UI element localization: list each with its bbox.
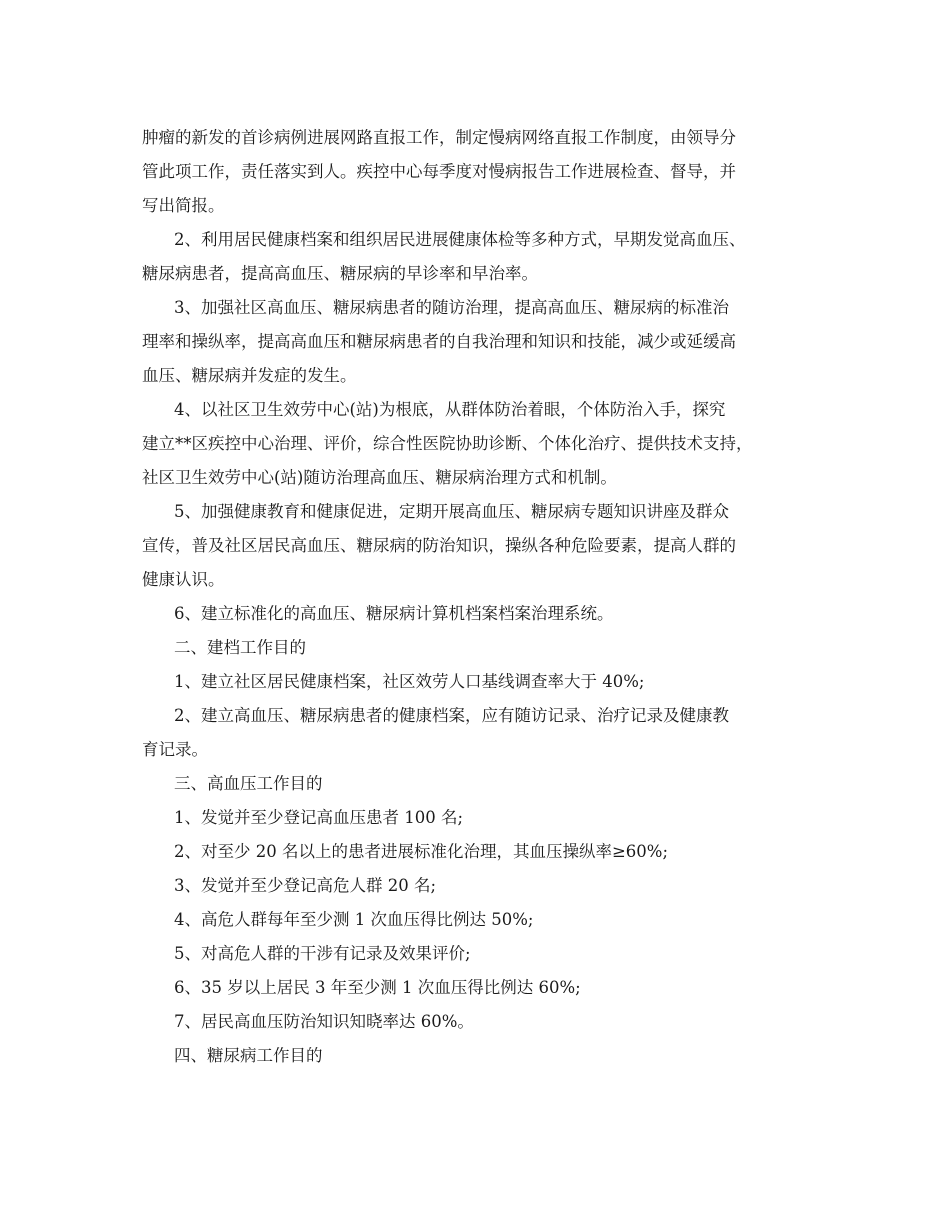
text-line: 5、对高危人群的干涉有记录及效果评价; [174, 944, 471, 963]
text-line: 4、以社区卫生效劳中心(站)为根底，从群体防治着眼，个体防治入手，探究 [174, 400, 726, 419]
text-line: 理率和操纵率，提高高血压和糖尿病患者的自我治理和知识和技能，减少或延缓高 [142, 332, 736, 351]
paragraph [142, 937, 822, 971]
paragraph [142, 393, 822, 495]
text-line: 四、糖尿病工作目的 [174, 1046, 323, 1065]
text-line: 3、发觉并至少登记高危人群 20 名; [174, 876, 437, 895]
text-line: 管此项工作，责任落实到人。疾控中心每季度对慢病报告工作进展检查、督导，并 [142, 162, 736, 181]
text-line: 血压、糖尿病并发症的发生。 [142, 366, 357, 385]
text-line: 2、对至少 20 名以上的患者进展标准化治理，其血压操纵率≥60%; [174, 842, 669, 861]
paragraph [142, 699, 822, 767]
paragraph [142, 767, 822, 801]
paragraph [142, 121, 822, 223]
text-line: 肿瘤的新发的首诊病例进展网路直报工作，制定慢病网络直报工作制度，由领导分 [142, 128, 736, 147]
text-line: 健康认识。 [142, 570, 225, 589]
text-line: 育记录。 [142, 740, 208, 759]
text-line: 写出简报。 [142, 196, 225, 215]
text-line: 6、建立标准化的高血压、糖尿病计算机档案档案治理系统。 [174, 604, 614, 623]
text-line: 7、居民高血压防治知识知晓率达 60%。 [174, 1012, 474, 1031]
text-line: 糖尿病患者，提高高血压、糖尿病的早诊率和早治率。 [142, 264, 538, 283]
text-line: 2、建立高血压、糖尿病患者的健康档案，应有随访记录、治疗记录及健康教 [174, 706, 729, 725]
text-line: 建立**区疾控中心治理、评价，综合性医院协助诊断、个体化治疗、提供技术支持， [142, 434, 753, 453]
paragraph [142, 1039, 822, 1073]
text-line: 1、发觉并至少登记高血压患者 100 名; [174, 808, 464, 827]
paragraph [142, 903, 822, 937]
text-line: 三、高血压工作目的 [174, 774, 323, 793]
paragraph [142, 291, 822, 393]
paragraph [142, 971, 822, 1005]
text-line: 3、加强社区高血压、糖尿病患者的随访治理，提高高血压、糖尿病的标准治 [174, 298, 729, 317]
paragraph [142, 801, 822, 835]
paragraph [142, 665, 822, 699]
paragraph [142, 1005, 822, 1039]
paragraph [142, 597, 822, 631]
paragraph [142, 869, 822, 903]
paragraph [142, 495, 822, 597]
document-body [142, 121, 822, 1073]
text-line: 1、建立社区居民健康档案，社区效劳人口基线调查率大于 40%; [174, 672, 645, 691]
paragraph [142, 835, 822, 869]
text-line: 社区卫生效劳中心(站)随访治理高血压、糖尿病治理方式和机制。 [142, 468, 617, 487]
paragraph [142, 631, 822, 665]
paragraph [142, 223, 822, 291]
text-line: 宣传，普及社区居民高血压、糖尿病的防治知识，操纵各种危险要素，提高人群的 [142, 536, 736, 555]
text-line: 5、加强健康教育和健康促进，定期开展高血压、糖尿病专题知识讲座及群众 [174, 502, 729, 521]
text-line: 二、建档工作目的 [174, 638, 306, 657]
text-line: 4、高危人群每年至少测 1 次血压得比例达 50%; [174, 910, 534, 929]
text-line: 2、利用居民健康档案和组织居民进展健康体检等多种方式，早期发觉高血压、 [174, 230, 746, 249]
text-line: 6、35 岁以上居民 3 年至少测 1 次血压得比例达 60%; [174, 978, 581, 997]
